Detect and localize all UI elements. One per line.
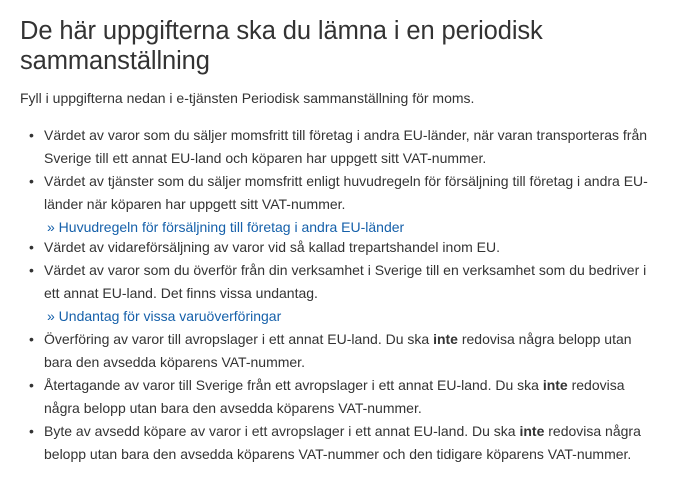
list-item bbox=[20, 259, 658, 328]
bullet-icon: • bbox=[29, 331, 34, 347]
bullet-icon: • bbox=[29, 173, 34, 189]
list-item bbox=[20, 420, 658, 466]
intro-paragraph: Fyll i uppgifterna nedan i e-tjänsten Periodisk sammanställning för moms. bbox=[20, 90, 475, 106]
emphasis-inte: inte bbox=[519, 423, 545, 439]
list-item bbox=[20, 236, 658, 259]
bullet-icon: • bbox=[29, 262, 34, 278]
link-undantag-varuoverforingar[interactable]: » Undantag för vissa varuöverföringar bbox=[47, 308, 282, 324]
list-item-text-before: Återtagande av varor till Sverige från ett avropslager i ett annat EU-land. Du ska bbox=[44, 377, 543, 393]
emphasis-inte: inte bbox=[433, 331, 458, 347]
bullet-icon: • bbox=[29, 423, 34, 439]
list-item bbox=[20, 124, 658, 170]
list-item-text-after: redovisa några belopp utan bara den avsedda köparens VAT-nummer och den tidigare köparens VAT-nummer. bbox=[44, 423, 641, 462]
list-item-text: Värdet av vidareförsäljning av varor vid så kallad trepartshandel inom EU. bbox=[44, 239, 501, 255]
link-huvudregeln[interactable]: » Huvudregeln för försäljning till företag i andra EU-länder bbox=[47, 219, 405, 235]
list-item-text-before: Överföring av varor till avropslager i ett annat EU-land. Du ska bbox=[44, 331, 434, 347]
list-item-text-after: redovisa några belopp utan bara den avsedda köparens VAT-nummer. bbox=[44, 377, 625, 416]
requirements-list bbox=[20, 124, 658, 466]
list-item-text: Värdet av varor som du överför från din verksamhet i Sverige till en verksamhet som du bedriver i ett annat EU-land. Det finns vissa undantag. bbox=[44, 262, 647, 301]
list-item-text-after: redovisa några belopp utan bara den avsedda köparens VAT-nummer. bbox=[44, 331, 632, 370]
bullet-icon: • bbox=[29, 377, 34, 393]
list-item bbox=[20, 328, 658, 374]
bullet-icon: • bbox=[29, 239, 34, 255]
page-title: De här uppgifterna ska du lämna i en periodisk sammanställning bbox=[20, 17, 543, 75]
list-item bbox=[20, 170, 658, 239]
list-item-text: Värdet av varor som du säljer momsfritt till företag i andra EU-länder, när varan transporteras från Sverige till ett annat EU-land och köparen har uppgett sitt VAT-nummer. bbox=[44, 127, 648, 166]
bullet-icon: • bbox=[29, 127, 34, 143]
list-item bbox=[20, 374, 658, 420]
list-item-text-before: Byte av avsedd köpare av varor i ett avropslager i ett annat EU-land. Du ska bbox=[44, 423, 520, 439]
emphasis-inte: inte bbox=[542, 377, 568, 393]
list-item-text: Värdet av tjänster som du säljer momsfritt enligt huvudregeln för försäljning till företag i andra EU-länder när köparen har uppgett sitt VAT-nummer. bbox=[44, 173, 648, 212]
